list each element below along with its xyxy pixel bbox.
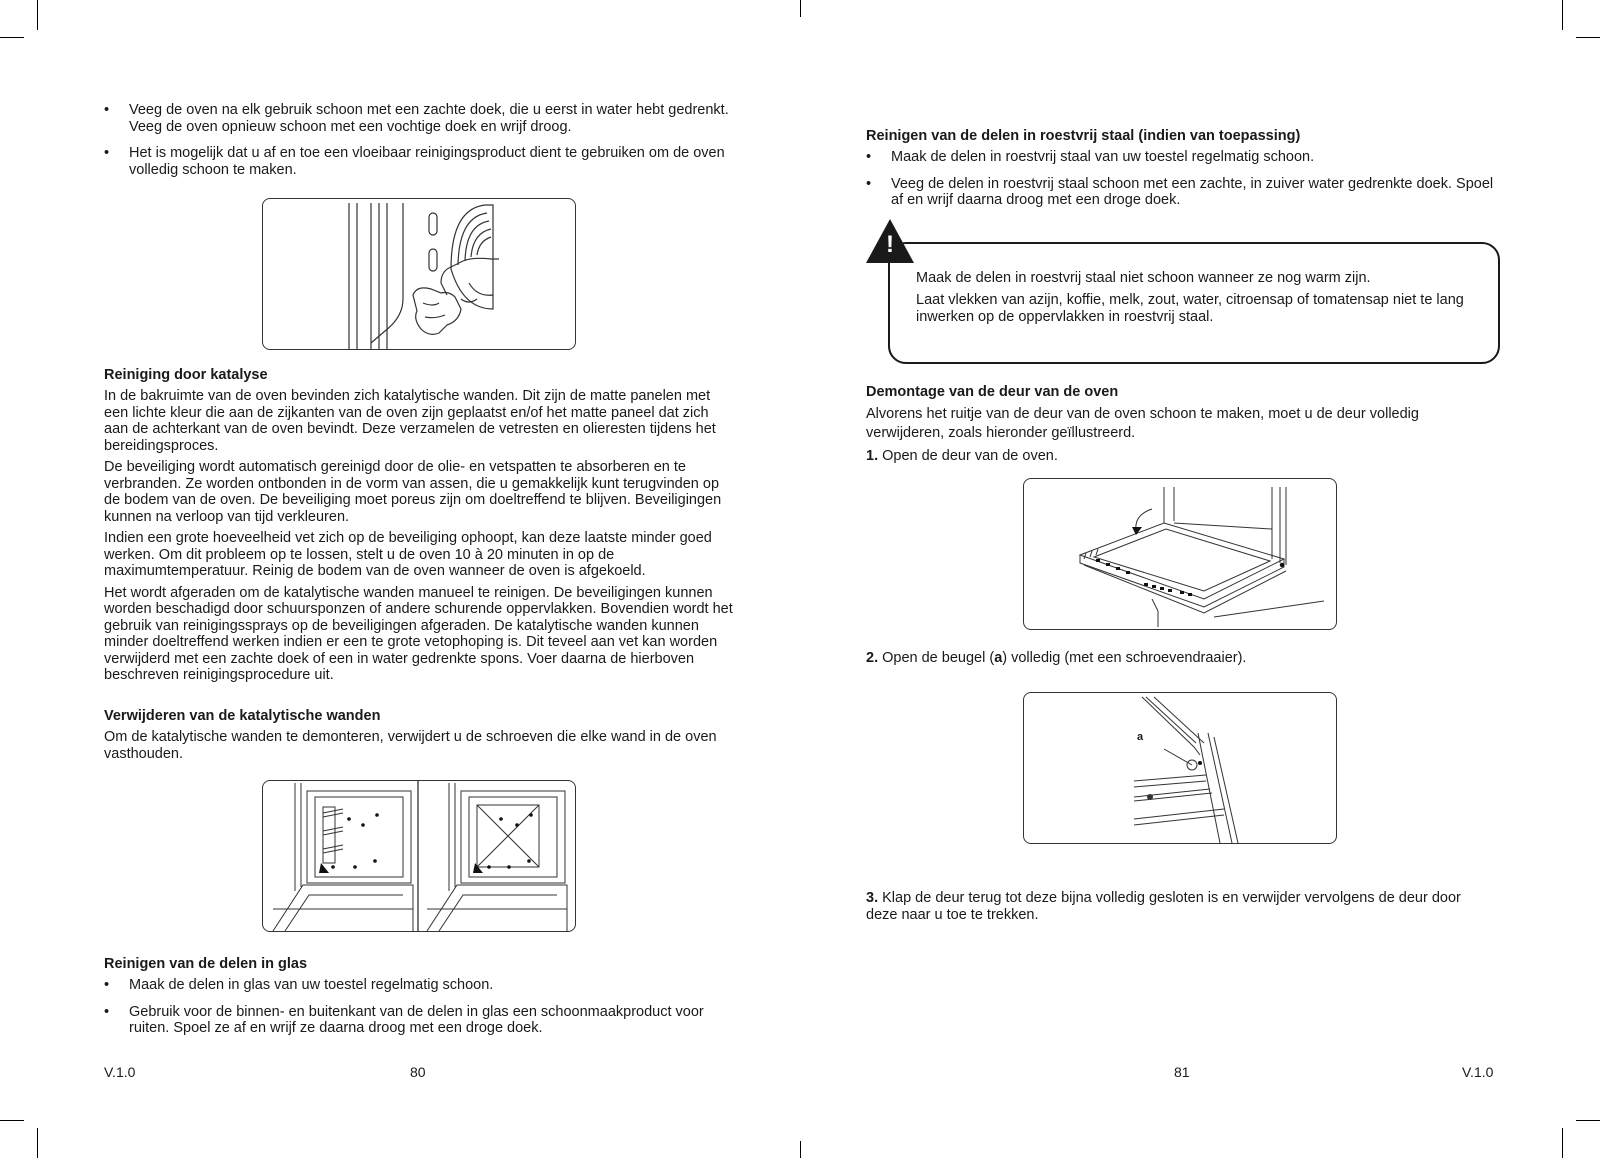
crop-mark xyxy=(37,0,38,30)
warning-line: Laat vlekken van azijn, koffie, melk, zout, water, citroensap of tomatensap niet te lang inwerken op de oppervlakken in roestvrij staal. xyxy=(916,292,1464,325)
warning-line: Maak de delen in roestvrij staal niet schoon wanneer ze nog warm zijn. xyxy=(916,270,1371,286)
steel-bullet-list xyxy=(866,149,1496,209)
catalysis-paragraph: Het wordt afgeraden om de katalytische wanden manueel te reinigen. De beveiligingen kunnen worden beschadigd door schuursponzen of andere schurende oppervlakken. Bovendien wordt het gebruik van reinigingssprays op de beveiligingen afgeraden. De katalytische wanden kunnen minder doeltreffend werken indien er een te grote vetophoping is. Dit teveel aan vet kan worden verwijderd met een zachte doek of een in water gedrenkte spons. Voer daarna de hierboven beschreven reinigingsprocedure uit. xyxy=(104,584,733,683)
catalysis-paragraph: In de bakruimte van de oven bevinden zich katalytische wanden. Dit zijn de matte panelen met een lichte kleur die aan de zijkanten van de oven zijn geplaatst en/of het matte paneel dat zich aan de achterkant van de oven bevindt. Deze verzamelen de vetresten en olieresten tijdens het bereidingsproces. xyxy=(104,388,716,454)
list-item: • Het is mogelijk dat u af en toe een vloeibaar reinigingsproduct dient te gebruiken om de oven volledig schoon te maken. xyxy=(104,145,736,178)
list-item: • Maak de delen in glas van uw toestel regelmatig schoon. xyxy=(104,977,736,994)
step-text: ) volledig (met een schroevendraaier). xyxy=(1002,650,1247,666)
step-text: Open de deur van de oven. xyxy=(878,448,1058,464)
catalytic-walls-illustration xyxy=(262,780,576,932)
crop-mark xyxy=(1562,1128,1563,1158)
crop-mark xyxy=(800,0,801,17)
step-3 xyxy=(866,890,1496,923)
footer-version: V.1.0 xyxy=(104,1064,136,1080)
open-door-illustration xyxy=(1023,478,1337,630)
crop-mark xyxy=(0,37,24,38)
list-item: • Veeg de delen in roestvrij staal schoon met een zachte, in zuiver water gedrenkte doek. Spoel af en wrijf daarna droog met een droge doek. xyxy=(866,176,1496,209)
removal-heading: Verwijderen van de katalytische wanden xyxy=(104,708,381,724)
right-page xyxy=(866,0,1496,1158)
oven-wiping-illustration xyxy=(262,198,576,350)
warning-icon xyxy=(866,219,914,263)
list-item: • Maak de delen in roestvrij staal van uw toestel regelmatig schoon. xyxy=(866,149,1496,166)
crop-mark xyxy=(1576,37,1600,38)
footer-page-number: 81 xyxy=(1174,1064,1190,1080)
step-2 xyxy=(866,650,1496,667)
footer-version: V.1.0 xyxy=(1462,1064,1494,1080)
door-bracket-illustration xyxy=(1023,692,1337,844)
catalysis-paragraph: Indien een grote hoeveelheid vet zich op de beveiliging ophoopt, kan deze laatste minder goed werken. Om dit probleem op te lossen, stelt u de oven 10 à 20 minuten in op de maximumtemperatuur. Reinig de bodem van de oven wanneer de oven is afgekoeld. xyxy=(104,530,712,579)
intro-bullet-list xyxy=(104,102,736,188)
step-number: 1. xyxy=(866,448,879,464)
glass-bullet-list xyxy=(104,977,736,1037)
catalysis-paragraph: De beveiliging wordt automatisch gereinigd door de olie- en vetspatten te absorberen en te verbranden. Ze worden ontbonden in de vorm van assen, die u gemakkelijk kunt terugvinden op de bodem van de oven. De beveiliging moet poreus zijn om doeltreffend te blijven. Beveiligingen kunnen na verloop van tijd verkleuren. xyxy=(104,459,722,525)
warning-box xyxy=(888,242,1500,364)
bracket-label: a xyxy=(1137,731,1144,743)
steel-heading: Reinigen van de delen in roestvrij staal (indien van toepassing) xyxy=(866,128,1301,144)
door-heading: Demontage van de deur van de oven xyxy=(866,384,1119,400)
catalysis-heading: Reiniging door katalyse xyxy=(104,367,268,383)
list-item: • Veeg de oven na elk gebruik schoon met een zachte doek, die u eerst in water hebt gedrenkt. Veeg de oven opnieuw schoon met een vochtige doek en wrijf droog. xyxy=(104,102,736,135)
crop-mark xyxy=(1562,0,1563,30)
crop-mark xyxy=(37,1128,38,1158)
list-item: • Gebruik voor de binnen- en buitenkant van de delen in glas een schoonmaakproduct voor ruiten. Spoel ze af en wrijf ze daarna droog met een droge doek. xyxy=(104,1004,736,1037)
step-text: Open de beugel ( xyxy=(878,650,995,666)
left-page xyxy=(104,0,736,1158)
footer-page-number: 80 xyxy=(410,1064,426,1080)
crop-mark xyxy=(0,1120,24,1121)
step-1 xyxy=(866,448,1496,465)
warning-symbol: ! xyxy=(886,231,894,258)
step-number: 2. xyxy=(866,650,879,666)
step-text: Klap de deur terug tot deze bijna volledig gesloten is en verwijder vervolgens de deur door deze naar u toe te trekken. xyxy=(866,890,1461,923)
door-intro: Alvorens het ruitje van de deur van de oven schoon te maken, moet u de deur volledig verwijderen, zoals hieronder geïllustreerd. xyxy=(866,406,1419,441)
step-number: 3. xyxy=(866,890,879,906)
removal-paragraph: Om de katalytische wanden te demonteren, verwijdert u de schroeven die elke wand in de oven vasthouden. xyxy=(104,729,717,762)
glass-heading: Reinigen van de delen in glas xyxy=(104,956,308,972)
crop-mark xyxy=(1576,1120,1600,1121)
step-bracket-letter: a xyxy=(994,650,1003,666)
crop-mark xyxy=(800,1141,801,1158)
